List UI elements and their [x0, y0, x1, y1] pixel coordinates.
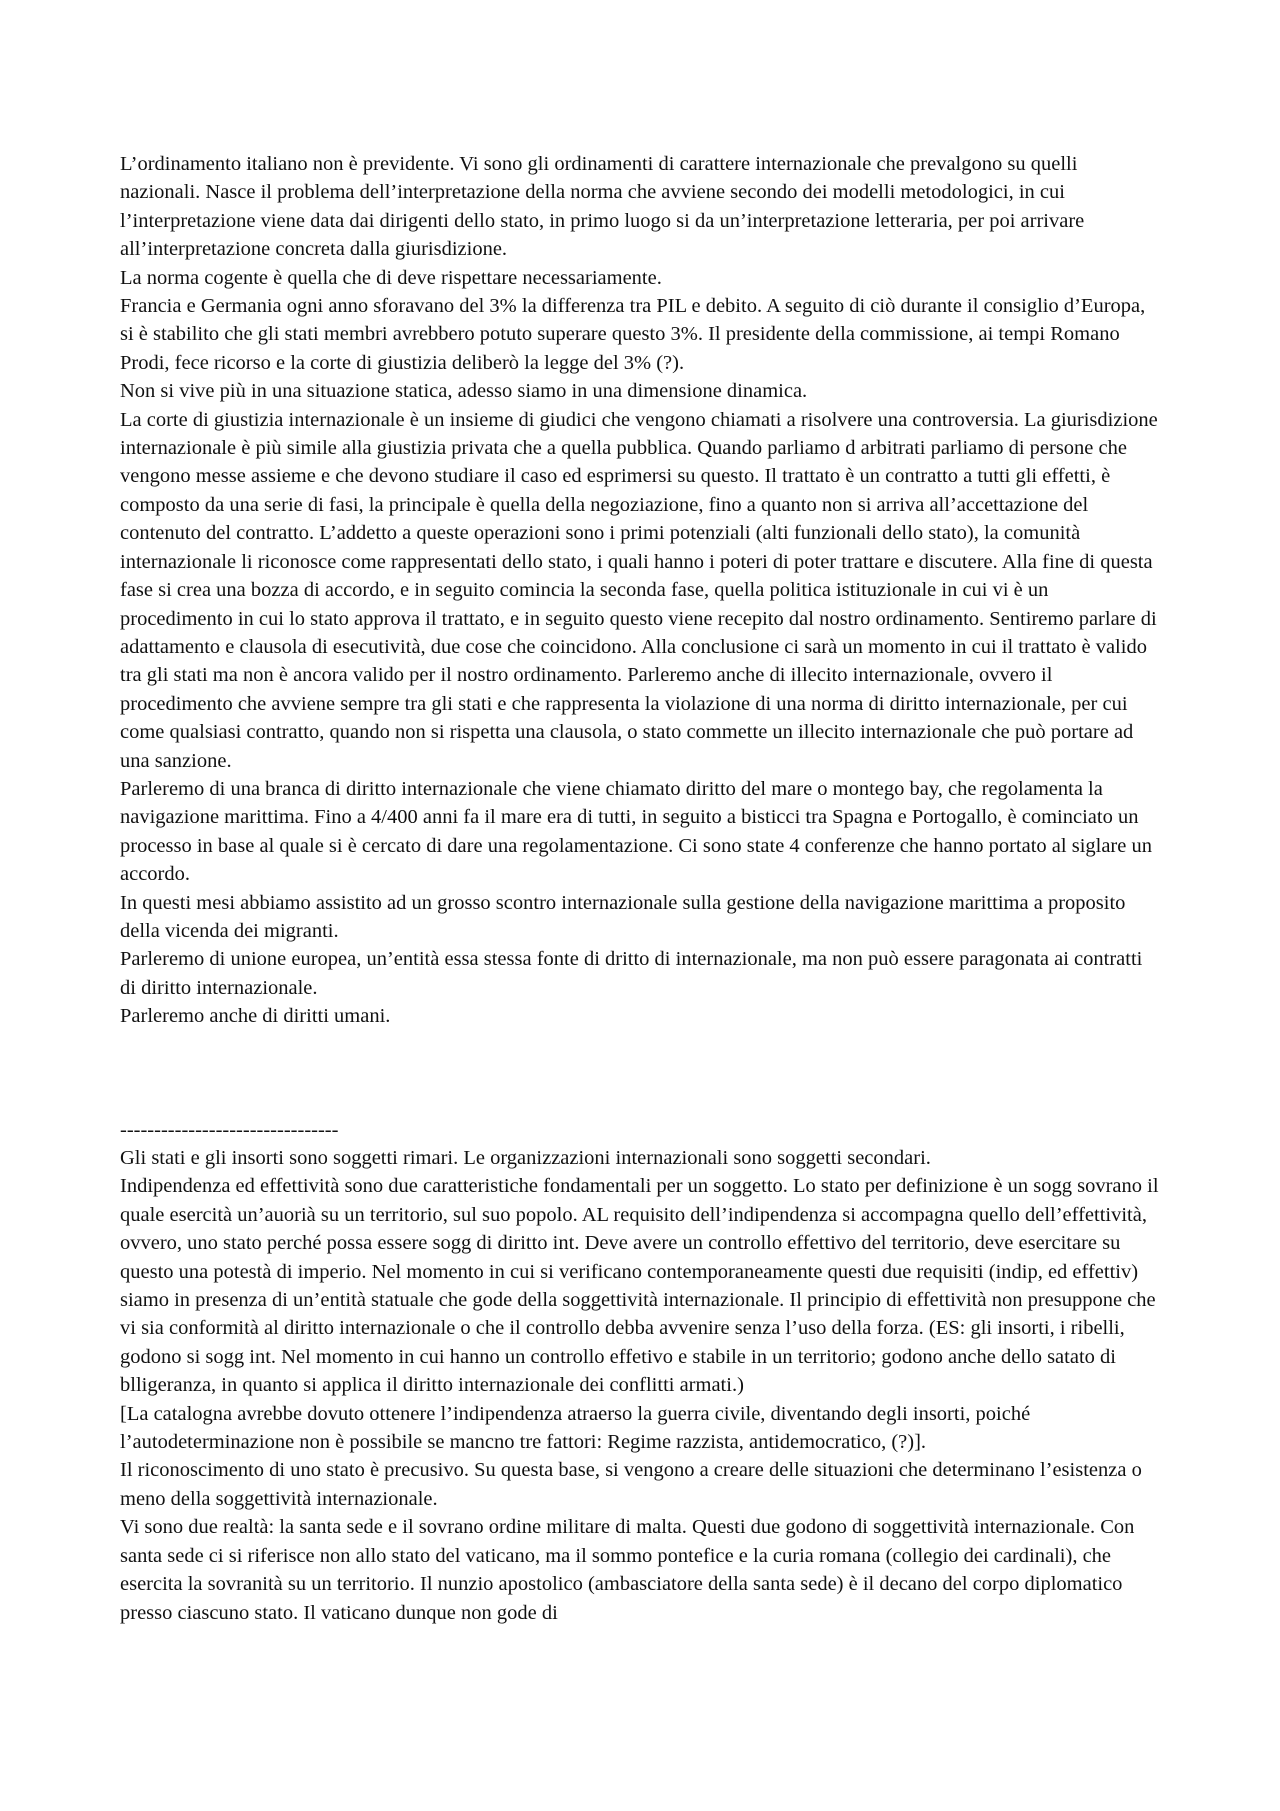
- paragraph: Il riconoscimento di uno stato è precusivo. Su questa base, si vengono a creare delle situazioni che determinano l’esistenza o meno della soggettività internazionale.: [120, 1459, 1142, 1510]
- paragraph: La norma cogente è quella che di deve rispettare necessariamente.: [120, 266, 662, 289]
- blank-space: [120, 1031, 1160, 1116]
- document-body: [120, 150, 1160, 1627]
- paragraph: Indipendenza ed effettività sono due caratteristiche fondamentali per un soggetto. Lo stato per definizione è un sogg sovrano il quale esercità un’auorià su un territorio, sul suo popolo. AL requisito dell’indipendenza si accompagna quello dell’effettività, ovvero, uno stato perché possa essere sogg di diritto int. Deve avere un controllo effettivo del territorio, deve esercitare su questo una potestà di imperio. Nel momento in cui si verificano contemporaneamente questi due requisiti (indip, ed effettiv) siamo in presenza di un’entità statuale che gode della soggettività internazionale. Il principio di effettività non presuppone che vi sia conformità al diritto internazionale o che il controllo debba avvenire senza l’uso della forza. (ES: gli insorti, i ribelli, godono si sogg int. Nel momento in cui hanno un controllo effetivo e stabile in un territorio; godono anche dello satato di blligeranza, in quanto si applica il diritto internazionale dei conflitti armati.): [120, 1175, 1159, 1397]
- paragraph: Parleremo di unione europea, un’entità essa stessa fonte di dritto di internazionale, ma non può essere paragonata ai contratti di diritto internazionale.: [120, 948, 1143, 999]
- paragraph: Gli stati e gli insorti sono soggetti rimari. Le organizzazioni internazionali sono soggetti secondari.: [120, 1147, 931, 1169]
- section-separator: --------------------------------: [120, 1118, 339, 1141]
- paragraph: Francia e Germania ogni anno sforavano del 3% la differenza tra PIL e debito. A seguito di ciò durante il consiglio d’Europa, si è stabilito che gli stati membri avrebbero potuto superare questo 3%. Il presidente della commissione, ai tempi Romano Prodi, fece ricorso e la corte di giustizia deliberò la legge del 3% (?).: [120, 295, 1146, 374]
- paragraph: In questi mesi abbiamo assistito ad un grosso scontro internazionale sulla gestione della navigazione marittima a proposito della vicenda dei migranti.: [120, 891, 1126, 942]
- paragraph: Vi sono due realtà: la santa sede e il sovrano ordine militare di malta. Questi due godono di soggettività internazionale. Con santa sede ci si riferisce non allo stato del vaticano, ma il sommo pontefice e la curia romana (collegio dei cardinali), che esercita la sovranità su un territorio. Il nunzio apostolico (ambasciatore della santa sede) è il decano del corpo diplomatico presso ciascuno stato. Il vaticano dunque non gode di: [120, 1516, 1135, 1624]
- paragraph: La corte di giustizia internazionale è un insieme di giudici che vengono chiamati a risolvere una controversia. La giurisdizione internazionale è più simile alla giustizia privata che a quella pubblica. Quando parliamo d arbitrati parliamo di persone che vengono messe assieme e che devono studiare il caso ed esprimersi su questo. Il trattato è un contratto a tutti gli effetti, è composto da una serie di fasi, la principale è quella della negoziazione, fino a quanto non si arriva all’accettazione del contenuto del contratto. L’addetto a queste operazioni sono i primi potenziali (alti funzionali dello stato), la comunità internazionale li riconosce come rappresentati dello stato, i quali hanno i poteri di poter trattare e discutere. Alla fine di questa fase si crea una bozza di accordo, e in seguito comincia la seconda fase, quella politica istituzionale in cui vi è un procedimento in cui lo stato approva il trattato, e in seguito questo viene recepito dal nostro ordinamento. Sentiremo parlare di adattamento e clausola di esecutività, due cose che coincidono. Alla conclusione ci sarà un momento in cui il trattato è valido tra gli stati ma non è ancora valido per il nostro ordinamento. Parleremo anche di illecito internazionale, ovvero il procedimento che avviene sempre tra gli stati e che rappresenta la violazione di una norma di diritto internazionale, per cui come qualsiasi contratto, quando non si rispetta una clausola, o stato commette un illecito internazionale che può portare ad una sanzione.: [120, 408, 1158, 772]
- paragraph: Non si vive più in una situazione statica, adesso siamo in una dimensione dinamica.: [120, 380, 808, 403]
- paragraph: Parleremo di una branca di diritto internazionale che viene chiamato diritto del mare o montego bay, che regolamenta la navigazione marittima. Fino a 4/400 anni fa il mare era di tutti, in seguito a bisticci tra Spagna e Portogallo, è cominciato un processo in base al quale si è cercato di dare una regolamentazione. Ci sono state 4 conferenze che hanno portato al siglare un accordo.: [120, 777, 1152, 886]
- paragraph: L’ordinamento italiano non è previdente. Vi sono gli ordinamenti di carattere internazionale che prevalgono su quelli nazionali. Nasce il problema dell’interpretazione della norma che avviene secondo dei modelli metodologici, in cui l’interpretazione viene data dai dirigenti dello stato, in primo luogo si da un’interpretazione letteraria, per poi arrivare all’interpretazione concreta dalla giurisdizione.: [120, 153, 1085, 261]
- paragraph: Parleremo anche di diritti umani.: [120, 1005, 391, 1028]
- paragraph: [La catalogna avrebbe dovuto ottenere l’indipendenza atraerso la guerra civile, diventando degli insorti, poiché l’autodeterminazione non è possibile se mancno tre fattori: Regime razzista, antidemocratico, (?)].: [120, 1402, 1031, 1454]
